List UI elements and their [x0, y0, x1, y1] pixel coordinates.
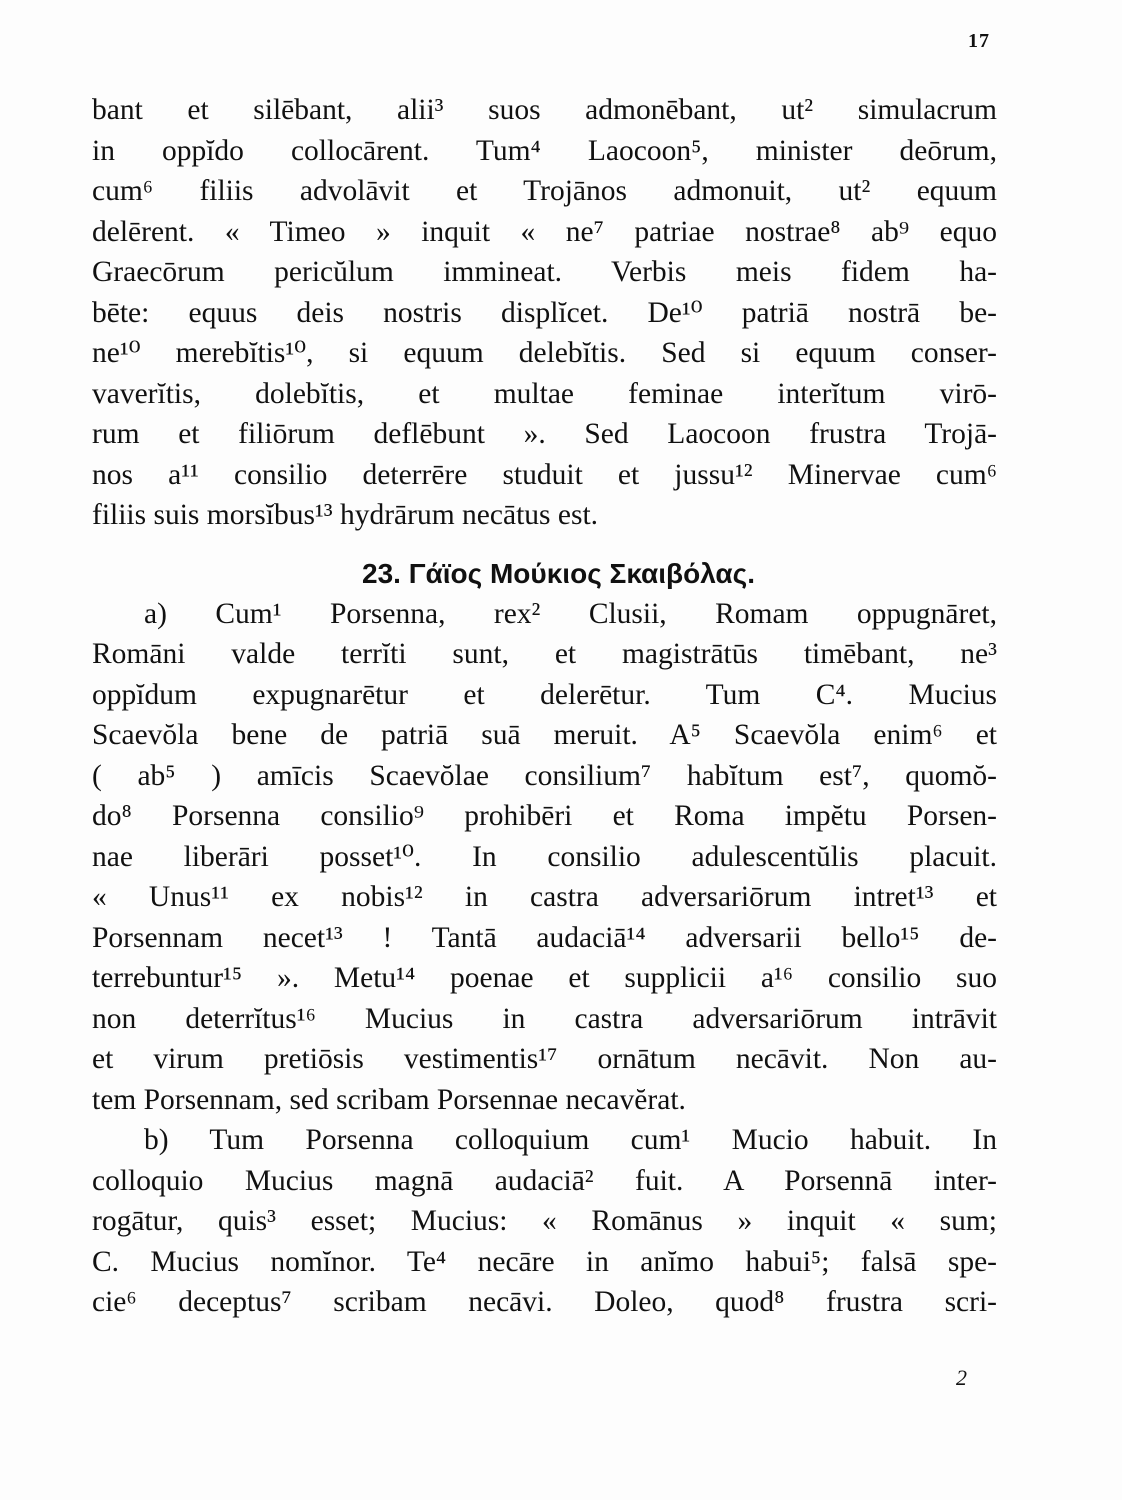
text-line: filiis suis morsĭbus¹³ hydrārum necātus est. [92, 499, 599, 531]
text-line: a) Cum¹ Porsenna, rex² Clusii, Romam oppugnāret, [144, 597, 997, 630]
text-line: Graecōrum pericŭlum immineat. Verbis meis fidem ha- [92, 256, 997, 288]
text-line: non deterrĭtus¹⁶ Mucius in castra adversariōrum intrāvit [92, 1002, 997, 1035]
text-line: tem Porsennam, sed scribam Porsennae necavĕrat. [92, 1083, 686, 1116]
text-line: b) Tum Porsenna colloquium cum¹ Mucio habuit. In [144, 1124, 997, 1156]
text-line: nae liberāri posset¹⁰. In consilio adulescentŭlis placuit. [92, 840, 997, 873]
text-line: rum et filiōrum deflēbunt ». Sed Laocoon frustra Trojā- [92, 418, 997, 450]
text-line: C. Mucius nomĭnor. Te⁴ necāre in anĭmo habui⁵; falsā spe- [92, 1245, 997, 1278]
text-line: cum⁶ filiis advolāvit et Trojānos admonuit, ut² equum [92, 175, 997, 207]
text-line: Scaevŏla bene de patriā suā meruit. A⁵ Scaevŏla enim⁶ et [92, 719, 997, 751]
text-line: vaverĭtis, dolebĭtis, et multae feminae interĭtum virō- [92, 377, 997, 410]
text-line: et virum pretiōsis vestimentis¹⁷ ornātum necāvit. Non au- [92, 1043, 997, 1075]
text-line: delērent. « Timeo » inquit « ne⁷ patriae nostrae⁸ ab⁹ equo [92, 215, 997, 248]
text-line: ne¹⁰ merebĭtis¹⁰, si equum delebĭtis. Sed si equum conser- [92, 337, 997, 369]
text-line: in oppĭdo collocārent. Tum⁴ Laocoon⁵, minister deōrum, [92, 134, 997, 167]
text-line: oppĭdum expugnarētur et delerētur. Tum C⁴. Mucius [92, 678, 997, 711]
text-line: Porsennam necet¹³ ! Tantā audaciā¹⁴ adversarii bello¹⁵ de- [92, 921, 997, 954]
section-heading: 23. Γάϊος Μούκιος Σκαιβόλας. [362, 557, 755, 589]
text-line: « Unus¹¹ ex nobis¹² in castra adversariōrum intret¹³ et [92, 881, 997, 913]
text-line: bēte: equus deis nostris displĭcet. De¹⁰ patriā nostrā be- [92, 296, 997, 329]
text-line: nos a¹¹ consilio deterrēre studuit et jussu¹² Minervae cum⁶ [92, 458, 997, 491]
text-line: do⁸ Porsenna consilio⁹ prohibēri et Roma impĕtu Porsen- [92, 800, 997, 832]
printer-signature-mark: 2 [956, 1365, 967, 1390]
page-number: 17 [968, 30, 990, 52]
text-line: rogātur, quis³ esset; Mucius: « Romānus » inquit « sum; [92, 1205, 997, 1237]
text-line: colloquio Mucius magnā audaciā² fuit. A Porsennā inter- [92, 1164, 997, 1197]
body-text [92, 90, 997, 1323]
text-line: ( ab⁵ ) amīcis Scaevŏlae consilium⁷ habĭtum est⁷, quomŏ- [92, 759, 997, 792]
text-line: cie⁶ deceptus⁷ scribam necāvi. Doleo, quod⁸ frustra scri- [92, 1286, 997, 1318]
text-line: bant et silēbant, alii³ suos admonēbant, ut² simulacrum [92, 94, 997, 126]
text-line: Romāni valde terrĭti sunt, et magistrātūs timēbant, ne³ [92, 638, 997, 670]
text-line: terrebuntur¹⁵ ». Metu¹⁴ poenae et supplicii a¹⁶ consilio suo [92, 962, 997, 994]
